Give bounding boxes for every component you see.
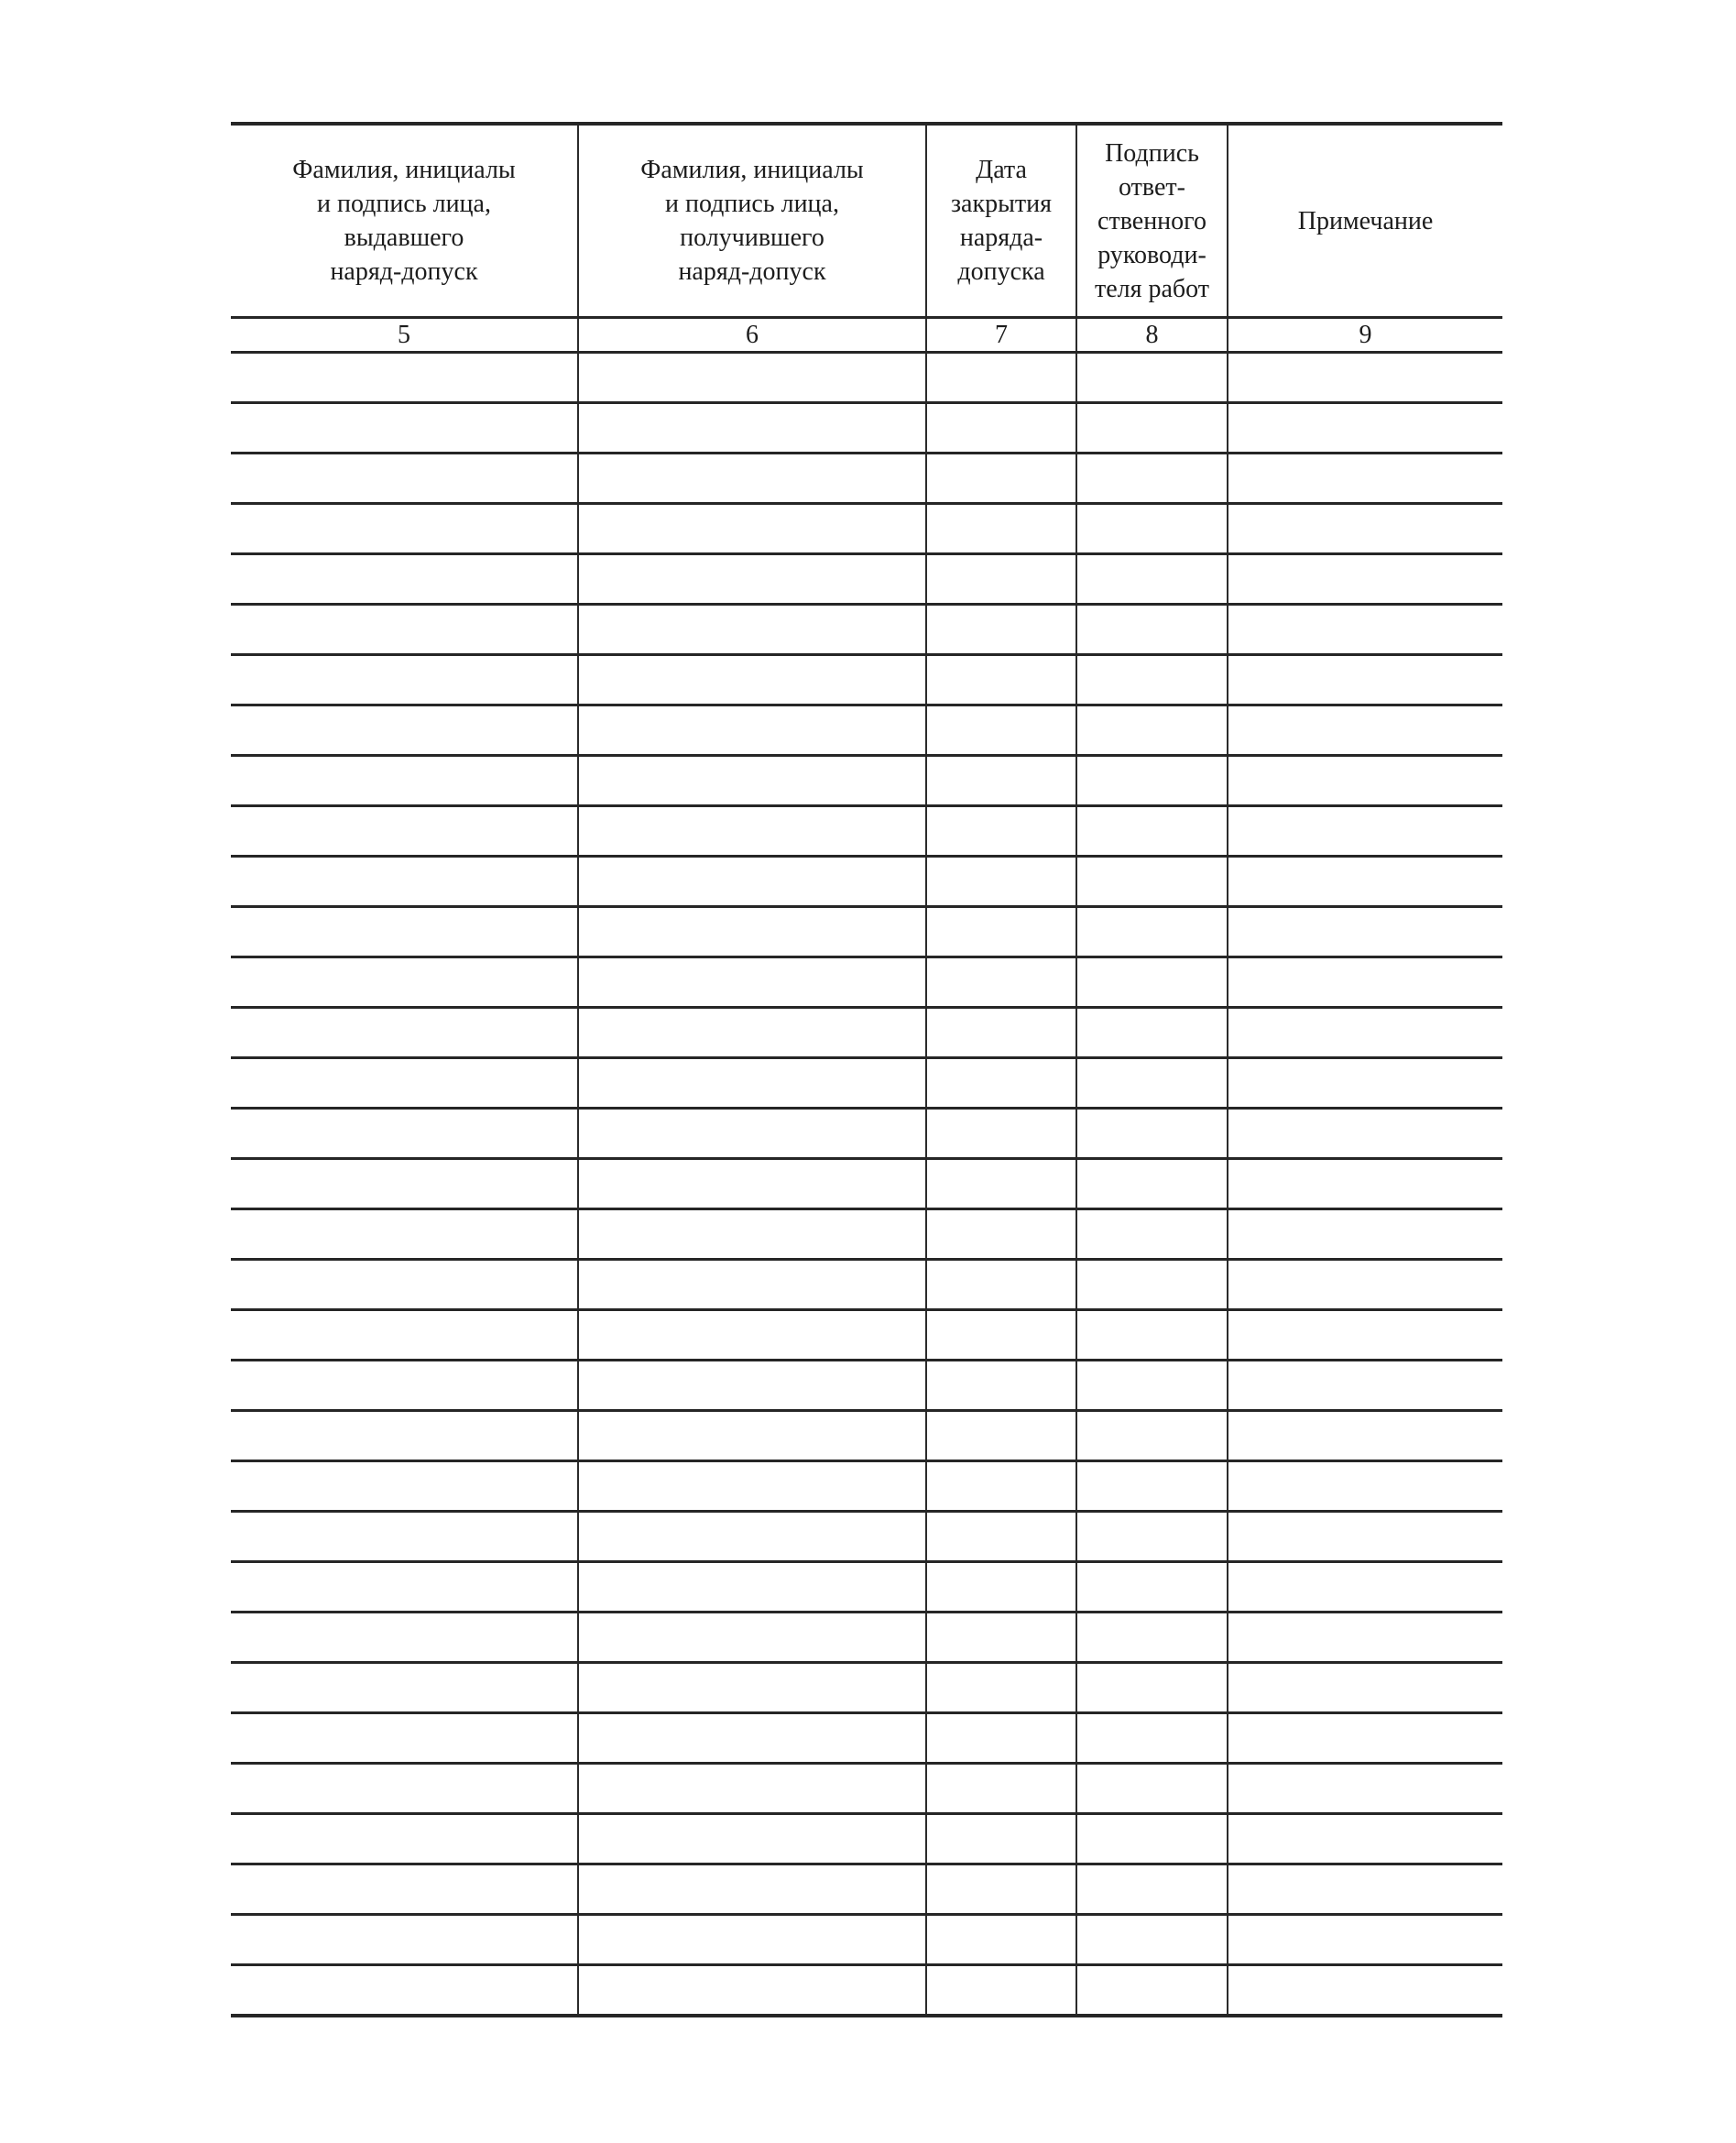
empty-cell bbox=[1076, 1814, 1228, 1864]
table-body bbox=[231, 353, 1502, 2017]
column-header-line: выдавшего bbox=[344, 224, 464, 252]
empty-cell bbox=[1228, 353, 1502, 403]
empty-cell bbox=[1076, 1562, 1228, 1613]
empty-cell bbox=[578, 1864, 926, 1915]
table-row bbox=[231, 504, 1502, 554]
empty-cell bbox=[1228, 1159, 1502, 1209]
table-row bbox=[231, 1411, 1502, 1461]
column-header bbox=[926, 124, 1076, 318]
empty-cell bbox=[1228, 957, 1502, 1008]
empty-cell bbox=[231, 403, 578, 454]
empty-cell bbox=[1076, 403, 1228, 454]
empty-cell bbox=[231, 1411, 578, 1461]
empty-cell bbox=[926, 554, 1076, 605]
empty-cell bbox=[926, 1260, 1076, 1310]
empty-cell bbox=[1076, 1461, 1228, 1512]
empty-cell bbox=[1228, 1008, 1502, 1058]
table-row bbox=[231, 1109, 1502, 1159]
empty-cell bbox=[578, 857, 926, 907]
empty-cell bbox=[1076, 1764, 1228, 1814]
column-header-line: Фамилия, инициалы bbox=[640, 156, 864, 184]
empty-cell bbox=[926, 1965, 1076, 2017]
empty-cell bbox=[578, 1260, 926, 1310]
empty-cell bbox=[231, 504, 578, 554]
empty-cell bbox=[1228, 1109, 1502, 1159]
empty-cell bbox=[926, 1461, 1076, 1512]
column-number-row bbox=[231, 318, 1502, 353]
empty-cell bbox=[1228, 403, 1502, 454]
empty-cell bbox=[578, 605, 926, 655]
table-row bbox=[231, 1159, 1502, 1209]
empty-cell bbox=[231, 907, 578, 957]
empty-cell bbox=[926, 1361, 1076, 1411]
empty-cell bbox=[926, 1864, 1076, 1915]
empty-cell bbox=[578, 403, 926, 454]
empty-cell bbox=[1228, 454, 1502, 504]
empty-cell bbox=[926, 756, 1076, 806]
column-header-line: и подпись лица, bbox=[317, 190, 491, 218]
empty-cell bbox=[1076, 857, 1228, 907]
empty-cell bbox=[578, 1109, 926, 1159]
empty-cell bbox=[231, 756, 578, 806]
empty-cell bbox=[1228, 1461, 1502, 1512]
empty-cell bbox=[1076, 705, 1228, 756]
empty-cell bbox=[231, 1361, 578, 1411]
empty-cell bbox=[926, 454, 1076, 504]
column-number-cell: 9 bbox=[1228, 318, 1502, 353]
empty-cell bbox=[578, 1361, 926, 1411]
empty-cell bbox=[578, 806, 926, 857]
empty-cell bbox=[231, 957, 578, 1008]
empty-cell bbox=[1228, 554, 1502, 605]
table-row bbox=[231, 655, 1502, 705]
empty-cell bbox=[578, 1663, 926, 1713]
empty-cell bbox=[926, 806, 1076, 857]
empty-cell bbox=[926, 907, 1076, 957]
empty-cell bbox=[926, 957, 1076, 1008]
table-row bbox=[231, 1814, 1502, 1864]
empty-cell bbox=[578, 907, 926, 957]
empty-cell bbox=[1076, 756, 1228, 806]
empty-cell bbox=[1228, 857, 1502, 907]
empty-cell bbox=[1076, 1361, 1228, 1411]
column-header-line: наряд-допуск bbox=[678, 257, 826, 286]
empty-cell bbox=[926, 1814, 1076, 1864]
empty-cell bbox=[578, 1965, 926, 2017]
table-row bbox=[231, 705, 1502, 756]
table-row bbox=[231, 806, 1502, 857]
table-row bbox=[231, 1008, 1502, 1058]
empty-cell bbox=[926, 1663, 1076, 1713]
table-row bbox=[231, 1663, 1502, 1713]
column-header-line: ответ- bbox=[1119, 172, 1185, 202]
table-row bbox=[231, 907, 1502, 957]
column-header-line: руководи- bbox=[1097, 240, 1206, 269]
empty-cell bbox=[926, 1512, 1076, 1562]
empty-cell bbox=[1076, 1159, 1228, 1209]
empty-cell bbox=[1076, 353, 1228, 403]
empty-cell bbox=[231, 1613, 578, 1663]
empty-cell bbox=[926, 1159, 1076, 1209]
column-header-line: и подпись лица, bbox=[665, 190, 839, 218]
column-header-line: Примечание bbox=[1297, 206, 1434, 235]
column-number-cell: 7 bbox=[926, 318, 1076, 353]
empty-cell bbox=[1228, 756, 1502, 806]
empty-cell bbox=[1076, 1411, 1228, 1461]
empty-cell bbox=[578, 1814, 926, 1864]
empty-cell bbox=[578, 655, 926, 705]
empty-cell bbox=[1228, 1260, 1502, 1310]
table-row bbox=[231, 1915, 1502, 1965]
table-row bbox=[231, 554, 1502, 605]
empty-cell bbox=[1228, 1310, 1502, 1361]
empty-cell bbox=[926, 1310, 1076, 1361]
table-row bbox=[231, 1613, 1502, 1663]
empty-cell bbox=[231, 1008, 578, 1058]
empty-cell bbox=[1076, 554, 1228, 605]
empty-cell bbox=[1076, 655, 1228, 705]
empty-cell bbox=[1228, 1764, 1502, 1814]
empty-cell bbox=[1228, 806, 1502, 857]
column-header-line: допуска bbox=[957, 257, 1045, 286]
empty-cell bbox=[578, 554, 926, 605]
empty-cell bbox=[578, 1713, 926, 1764]
empty-cell bbox=[231, 857, 578, 907]
empty-cell bbox=[231, 806, 578, 857]
empty-cell bbox=[1076, 504, 1228, 554]
empty-cell bbox=[231, 1864, 578, 1915]
permit-log-table bbox=[231, 122, 1502, 2017]
empty-cell bbox=[578, 1562, 926, 1613]
empty-cell bbox=[578, 1008, 926, 1058]
empty-cell bbox=[1228, 1613, 1502, 1663]
empty-cell bbox=[578, 1512, 926, 1562]
empty-cell bbox=[1228, 1814, 1502, 1864]
column-number-cell: 6 bbox=[578, 318, 926, 353]
empty-cell bbox=[578, 454, 926, 504]
empty-cell bbox=[926, 1764, 1076, 1814]
empty-cell bbox=[231, 1764, 578, 1814]
empty-cell bbox=[578, 1209, 926, 1260]
empty-cell bbox=[231, 1512, 578, 1562]
column-header bbox=[231, 124, 578, 318]
empty-cell bbox=[578, 1411, 926, 1461]
empty-cell bbox=[1076, 605, 1228, 655]
empty-cell bbox=[1076, 1512, 1228, 1562]
empty-cell bbox=[1228, 907, 1502, 957]
table-row bbox=[231, 1361, 1502, 1411]
empty-cell bbox=[1228, 605, 1502, 655]
empty-cell bbox=[1076, 1310, 1228, 1361]
empty-cell bbox=[1076, 1260, 1228, 1310]
empty-cell bbox=[926, 1209, 1076, 1260]
empty-cell bbox=[1228, 1965, 1502, 2017]
empty-cell bbox=[578, 1915, 926, 1965]
table-row bbox=[231, 857, 1502, 907]
empty-cell bbox=[926, 1109, 1076, 1159]
empty-cell bbox=[1076, 1058, 1228, 1109]
column-number-cell: 8 bbox=[1076, 318, 1228, 353]
empty-cell bbox=[926, 1713, 1076, 1764]
empty-cell bbox=[231, 1461, 578, 1512]
empty-cell bbox=[1228, 1512, 1502, 1562]
table-row bbox=[231, 756, 1502, 806]
empty-cell bbox=[578, 353, 926, 403]
empty-cell bbox=[926, 857, 1076, 907]
empty-cell bbox=[926, 353, 1076, 403]
empty-cell bbox=[926, 655, 1076, 705]
empty-cell bbox=[926, 1915, 1076, 1965]
table-row bbox=[231, 353, 1502, 403]
empty-cell bbox=[231, 705, 578, 756]
column-header-line: Дата bbox=[976, 156, 1027, 184]
empty-cell bbox=[926, 705, 1076, 756]
empty-cell bbox=[578, 1058, 926, 1109]
empty-cell bbox=[231, 1713, 578, 1764]
empty-cell bbox=[1228, 1713, 1502, 1764]
empty-cell bbox=[1228, 1864, 1502, 1915]
column-header bbox=[578, 124, 926, 318]
column-header-line: Подпись bbox=[1105, 138, 1199, 168]
empty-cell bbox=[231, 1209, 578, 1260]
empty-cell bbox=[1076, 1209, 1228, 1260]
empty-cell bbox=[231, 1814, 578, 1864]
column-header-line: Фамилия, инициалы bbox=[292, 156, 516, 184]
column-header-line: ственного bbox=[1097, 206, 1206, 235]
empty-cell bbox=[1076, 957, 1228, 1008]
empty-cell bbox=[1228, 1915, 1502, 1965]
empty-cell bbox=[231, 554, 578, 605]
empty-cell bbox=[926, 605, 1076, 655]
table-header bbox=[231, 124, 1502, 353]
empty-cell bbox=[1076, 907, 1228, 957]
empty-cell bbox=[1076, 806, 1228, 857]
empty-cell bbox=[1076, 1713, 1228, 1764]
table-row bbox=[231, 1764, 1502, 1814]
table-row bbox=[231, 1562, 1502, 1613]
empty-cell bbox=[578, 1159, 926, 1209]
column-header-line: получившего bbox=[680, 224, 824, 252]
empty-cell bbox=[1076, 1663, 1228, 1713]
empty-cell bbox=[1228, 655, 1502, 705]
empty-cell bbox=[1228, 1209, 1502, 1260]
empty-cell bbox=[231, 1058, 578, 1109]
empty-cell bbox=[578, 1764, 926, 1814]
empty-cell bbox=[926, 1613, 1076, 1663]
empty-cell bbox=[231, 1310, 578, 1361]
empty-cell bbox=[1076, 1613, 1228, 1663]
table-row bbox=[231, 1965, 1502, 2017]
empty-cell bbox=[231, 353, 578, 403]
empty-cell bbox=[578, 504, 926, 554]
empty-cell bbox=[1228, 705, 1502, 756]
empty-cell bbox=[578, 957, 926, 1008]
empty-cell bbox=[231, 1159, 578, 1209]
empty-cell bbox=[231, 1260, 578, 1310]
empty-cell bbox=[1228, 1361, 1502, 1411]
empty-cell bbox=[578, 1461, 926, 1512]
empty-cell bbox=[578, 1310, 926, 1361]
empty-cell bbox=[231, 1562, 578, 1613]
empty-cell bbox=[231, 1663, 578, 1713]
column-number-cell: 5 bbox=[231, 318, 578, 353]
empty-cell bbox=[578, 756, 926, 806]
table-row bbox=[231, 1058, 1502, 1109]
table-row bbox=[231, 1310, 1502, 1361]
table-row bbox=[231, 1260, 1502, 1310]
table-row bbox=[231, 957, 1502, 1008]
column-header bbox=[1228, 124, 1502, 318]
empty-cell bbox=[926, 1008, 1076, 1058]
column-header bbox=[1076, 124, 1228, 318]
table-row bbox=[231, 454, 1502, 504]
table-row bbox=[231, 403, 1502, 454]
empty-cell bbox=[1228, 1663, 1502, 1713]
column-header-line: наряд-допуск bbox=[330, 257, 478, 286]
table-row bbox=[231, 1864, 1502, 1915]
empty-cell bbox=[1076, 454, 1228, 504]
empty-cell bbox=[926, 1562, 1076, 1613]
permit-log-table-container bbox=[231, 122, 1502, 2017]
empty-cell bbox=[231, 605, 578, 655]
column-header-line: теля работ bbox=[1094, 274, 1210, 303]
table-row bbox=[231, 1461, 1502, 1512]
empty-cell bbox=[926, 504, 1076, 554]
empty-cell bbox=[1076, 1008, 1228, 1058]
empty-cell bbox=[1228, 1411, 1502, 1461]
empty-cell bbox=[231, 1915, 578, 1965]
column-header-line: наряда- bbox=[959, 224, 1043, 252]
empty-cell bbox=[926, 1411, 1076, 1461]
empty-cell bbox=[926, 1058, 1076, 1109]
table-row bbox=[231, 1512, 1502, 1562]
empty-cell bbox=[578, 1613, 926, 1663]
empty-cell bbox=[1076, 1864, 1228, 1915]
column-header-line: закрытия bbox=[950, 190, 1052, 218]
empty-cell bbox=[1228, 504, 1502, 554]
empty-cell bbox=[926, 403, 1076, 454]
empty-cell bbox=[1076, 1915, 1228, 1965]
empty-cell bbox=[231, 1965, 578, 2017]
table-row bbox=[231, 1209, 1502, 1260]
empty-cell bbox=[231, 655, 578, 705]
empty-cell bbox=[1076, 1965, 1228, 2017]
empty-cell bbox=[1228, 1562, 1502, 1613]
header-row bbox=[231, 124, 1502, 318]
empty-cell bbox=[231, 1109, 578, 1159]
table-row bbox=[231, 1713, 1502, 1764]
empty-cell bbox=[1228, 1058, 1502, 1109]
empty-cell bbox=[231, 454, 578, 504]
empty-cell bbox=[1076, 1109, 1228, 1159]
table-row bbox=[231, 605, 1502, 655]
empty-cell bbox=[578, 705, 926, 756]
